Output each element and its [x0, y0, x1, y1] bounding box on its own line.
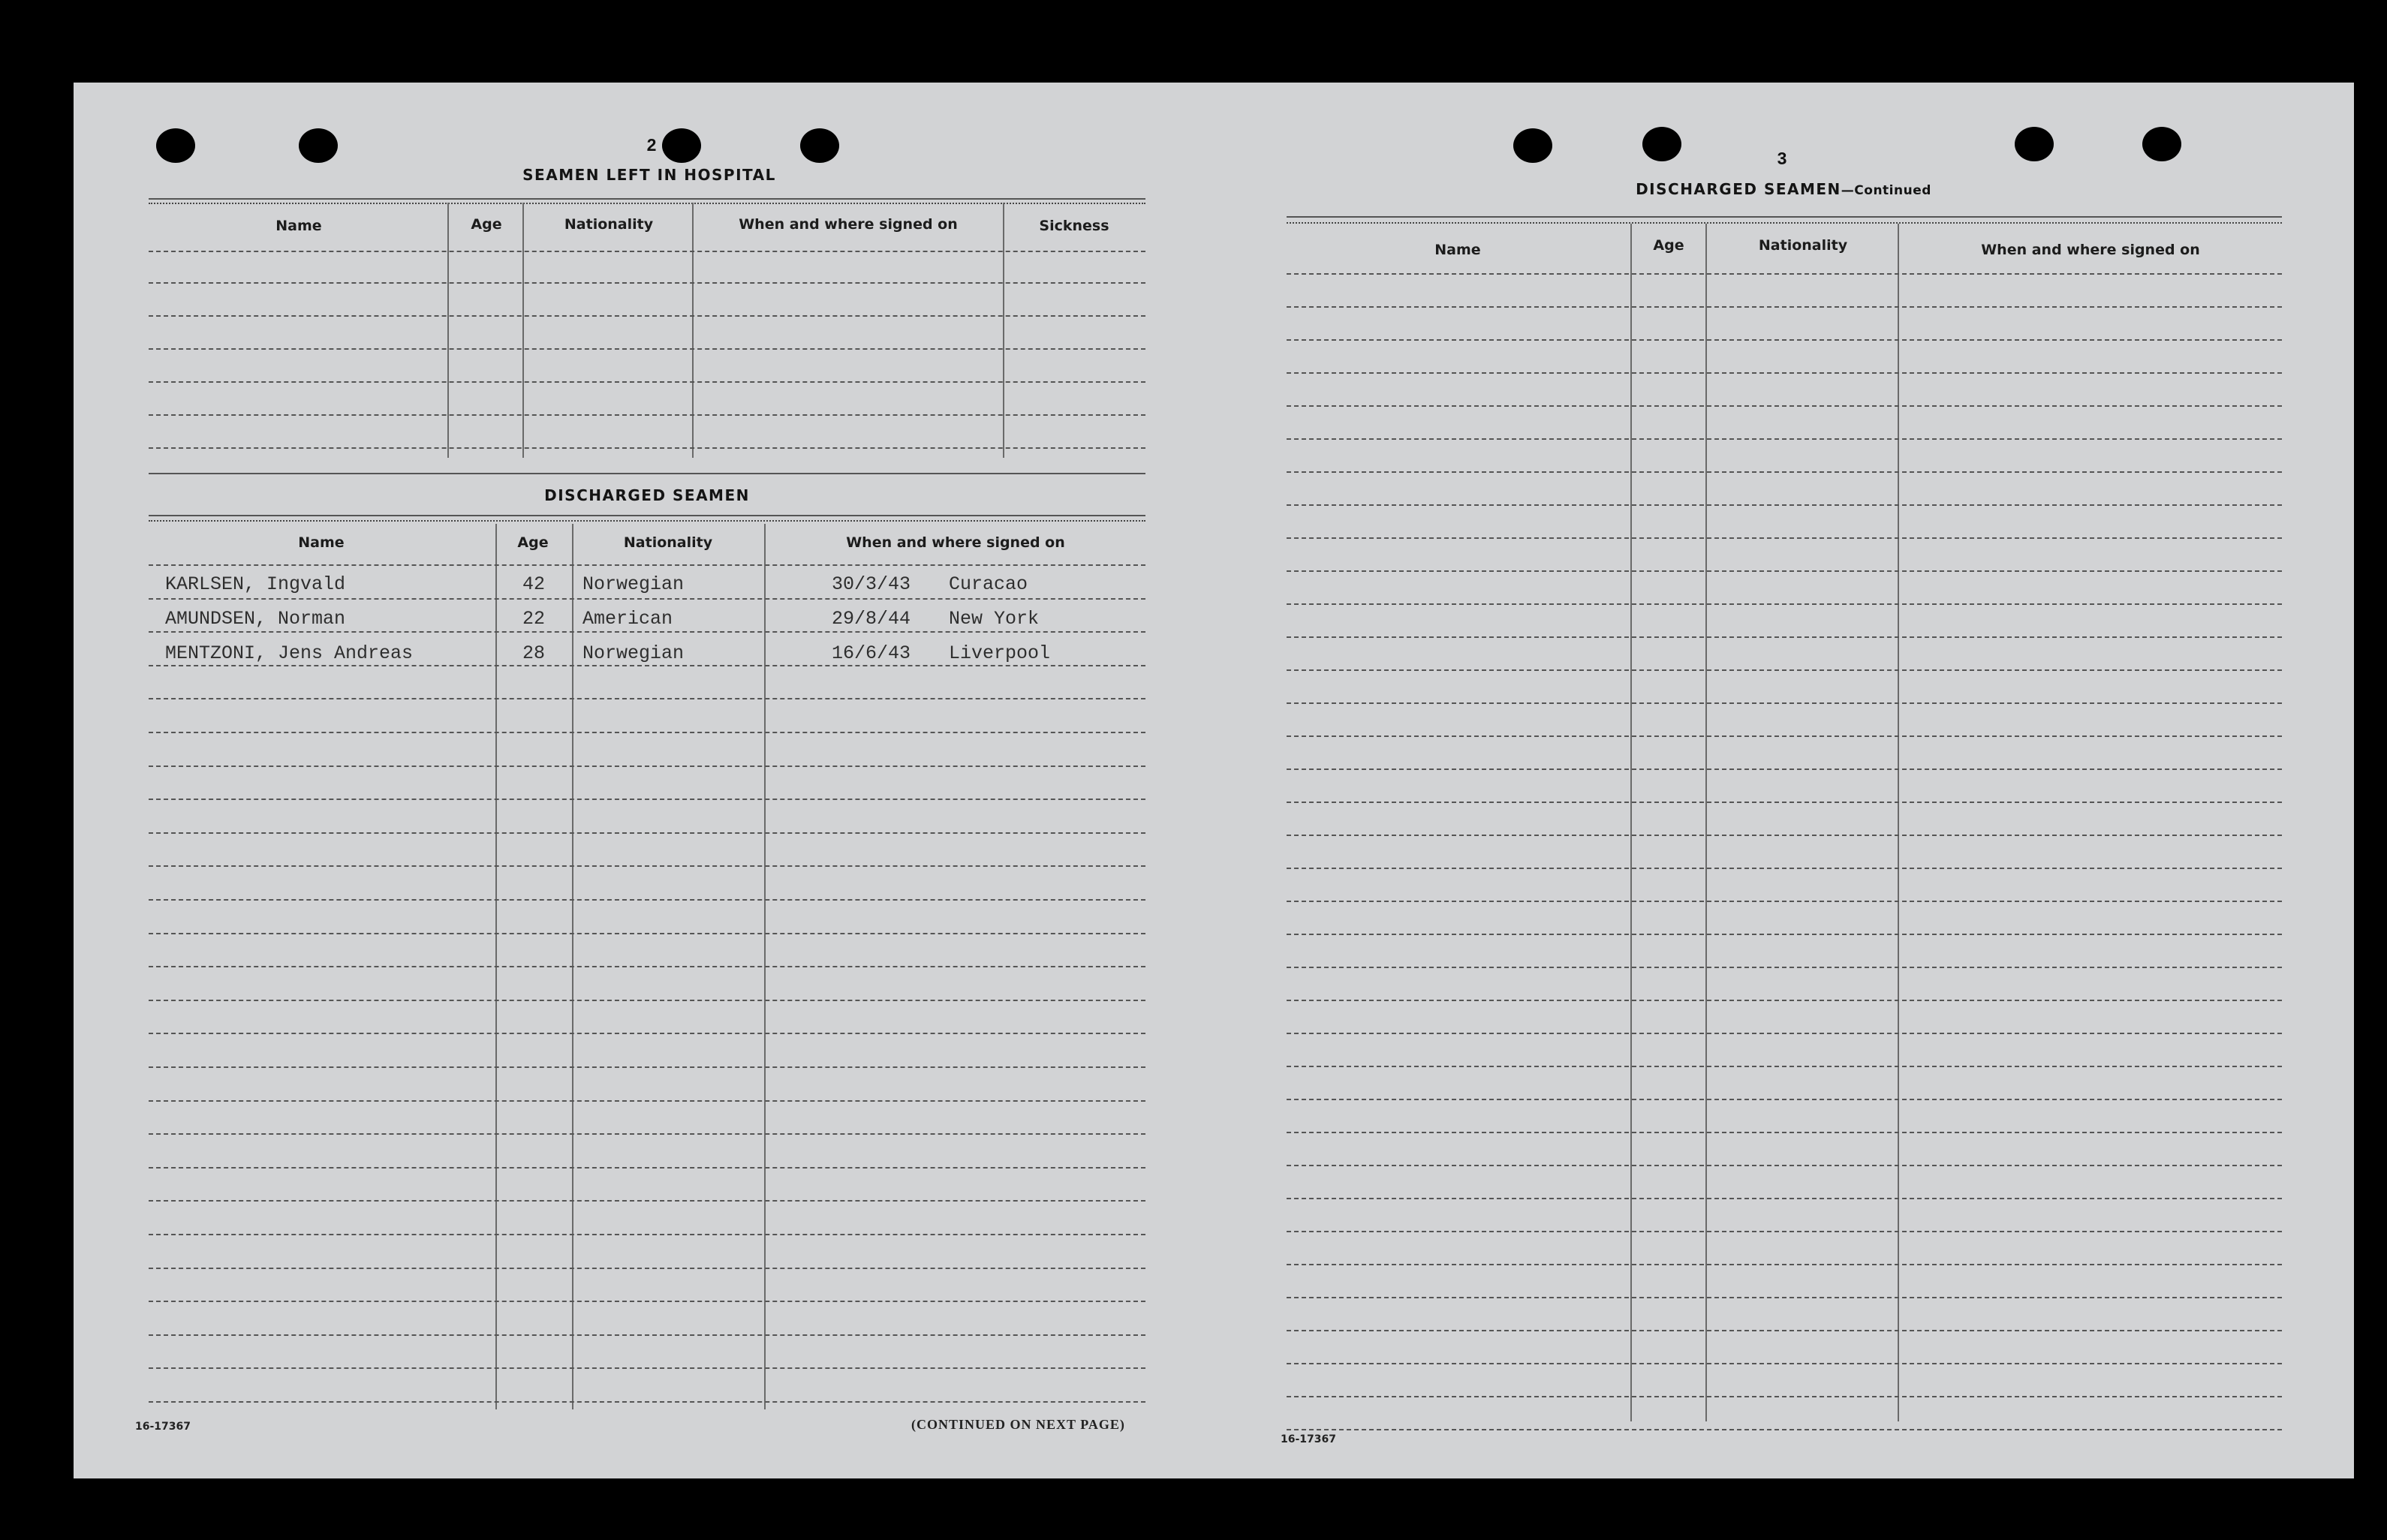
binder-hole — [1642, 127, 1681, 161]
hospital-header-signed-on: When and where signed on — [739, 216, 958, 233]
discharged-row-3-name: MENTZONI, Jens Andreas — [165, 642, 414, 664]
divider — [149, 198, 1145, 200]
binder-hole — [156, 128, 195, 163]
table-row-line — [1287, 1363, 2282, 1364]
table-row-line — [1287, 901, 2282, 902]
divider — [1287, 216, 2282, 218]
continued-header-nationality: Nationality — [1758, 237, 1848, 254]
table-row-line — [149, 865, 1145, 867]
discharged-row-3-place: Liverpool — [949, 642, 1051, 664]
binder-hole — [2015, 127, 2054, 161]
table-row-line — [1287, 1231, 2282, 1232]
table-row-line — [1287, 735, 2282, 737]
column-divider — [1898, 224, 1899, 1421]
discharged-row-2-date: 29/8/44 — [832, 608, 911, 630]
table-row-line — [1287, 471, 2282, 473]
table-row-line — [149, 1268, 1145, 1269]
table-row-line — [149, 765, 1145, 767]
continued-header-signed-on: When and where signed on — [1981, 242, 2200, 258]
divider — [149, 520, 1145, 522]
hospital-header-name: Name — [275, 218, 322, 234]
table-row-line — [149, 1200, 1145, 1202]
table-row-line — [149, 1167, 1145, 1169]
table-row-line — [1287, 1066, 2282, 1067]
table-row-line — [1287, 669, 2282, 671]
table-row-line — [1287, 636, 2282, 638]
binder-hole — [1513, 128, 1552, 163]
table-row-line — [149, 414, 1145, 416]
table-row-line — [149, 933, 1145, 934]
table-row-line — [149, 447, 1145, 449]
table-row-line — [149, 1234, 1145, 1235]
continued-note: (CONTINUED ON NEXT PAGE) — [911, 1417, 1125, 1432]
table-row-line — [149, 799, 1145, 800]
table-row-line — [1287, 603, 2282, 605]
table-row-line — [149, 348, 1145, 350]
hospital-table — [149, 203, 1145, 458]
table-row-line — [1287, 1198, 2282, 1199]
table-row-line — [149, 631, 1145, 633]
discharged-row-2-age: 22 — [522, 608, 546, 630]
hospital-header-nationality: Nationality — [564, 216, 654, 233]
table-row-line — [149, 698, 1145, 699]
table-row-line — [1287, 1033, 2282, 1034]
table-row-line — [1287, 835, 2282, 836]
divider — [149, 473, 1145, 474]
table-row-line — [1287, 934, 2282, 935]
right-title-suffix: —Continued — [1841, 183, 1931, 198]
column-divider — [522, 203, 524, 458]
hospital-header-sickness: Sickness — [1039, 218, 1109, 234]
discharged-row-3-nationality: Norwegian — [582, 642, 685, 664]
table-row-line — [1287, 967, 2282, 968]
table-row-line — [1287, 1429, 2282, 1430]
discharged-row-1-date: 30/3/43 — [832, 573, 911, 595]
table-row-line — [149, 665, 1145, 666]
table-row-line — [149, 1100, 1145, 1102]
right-page-title — [1287, 180, 2280, 198]
divider — [149, 515, 1145, 516]
table-row-line — [149, 251, 1145, 252]
discharged-header-age: Age — [517, 534, 549, 551]
table-row-line — [149, 282, 1145, 284]
column-divider — [692, 203, 694, 458]
table-row-line — [1287, 504, 2282, 506]
table-row-line — [1287, 768, 2282, 770]
table-row-line — [1287, 273, 2282, 275]
table-row-line — [1287, 339, 2282, 341]
table-row-line — [149, 1334, 1145, 1336]
table-row-line — [149, 732, 1145, 733]
table-row-line — [149, 1401, 1145, 1403]
table-row-line — [149, 315, 1145, 317]
table-row-line — [149, 1000, 1145, 1001]
column-divider — [447, 203, 449, 458]
column-divider — [1003, 203, 1004, 458]
table-row-line — [1287, 802, 2282, 803]
form-number-left: 16-17367 — [135, 1421, 191, 1433]
page-number-right: 3 — [1777, 149, 1787, 168]
table-row-line — [1287, 868, 2282, 869]
continued-header-name: Name — [1434, 242, 1481, 258]
hospital-header-age: Age — [471, 216, 502, 233]
table-row-line — [149, 1066, 1145, 1068]
table-row-line — [149, 381, 1145, 383]
table-row-line — [149, 966, 1145, 967]
page-number-left: 2 — [646, 135, 657, 155]
table-row-line — [1287, 1132, 2282, 1133]
table-row-line — [1287, 1396, 2282, 1397]
table-row-line — [1287, 570, 2282, 572]
discharged-row-1-name: KARLSEN, Ingvald — [165, 573, 346, 595]
binder-hole — [299, 128, 338, 163]
table-row-line — [149, 899, 1145, 901]
table-row-line — [149, 564, 1145, 566]
table-row-line — [1287, 1099, 2282, 1100]
discharged-title: DISCHARGED SEAMEN — [544, 486, 750, 504]
continued-header-age: Age — [1653, 237, 1684, 254]
table-row-line — [1287, 372, 2282, 374]
discharged-row-3-date: 16/6/43 — [832, 642, 911, 664]
table-row-line — [149, 1301, 1145, 1302]
table-row-line — [1287, 306, 2282, 308]
table-row-line — [149, 1367, 1145, 1369]
table-row-line — [149, 1133, 1145, 1135]
discharged-row-1-nationality: Norwegian — [582, 573, 685, 595]
form-number-right: 16-17367 — [1281, 1433, 1336, 1445]
continued-table — [1287, 224, 2282, 1421]
table-row-line — [149, 1033, 1145, 1034]
discharged-row-2-nationality: American — [582, 608, 673, 630]
table-row-line — [1287, 1264, 2282, 1265]
column-divider — [1630, 224, 1632, 1421]
discharged-row-3-age: 28 — [522, 642, 546, 664]
discharged-row-2-name: AMUNDSEN, Norman — [165, 608, 346, 630]
table-row-line — [1287, 1330, 2282, 1331]
table-row-line — [1287, 1297, 2282, 1298]
table-row-line — [1287, 702, 2282, 704]
binder-hole — [2142, 127, 2181, 161]
discharged-header-nationality: Nationality — [623, 534, 713, 551]
table-row-line — [1287, 438, 2282, 440]
binder-hole — [800, 128, 839, 163]
table-row-line — [149, 832, 1145, 834]
table-row-line — [149, 598, 1145, 600]
discharged-header-signed-on: When and where signed on — [846, 534, 1065, 551]
table-row-line — [1287, 1000, 2282, 1001]
discharged-row-1-place: Curacao — [949, 573, 1028, 595]
table-row-line — [1287, 537, 2282, 539]
discharged-row-2-place: New York — [949, 608, 1040, 630]
table-row-line — [1287, 405, 2282, 407]
column-divider — [1705, 224, 1707, 1421]
hospital-title: SEAMEN LEFT IN HOSPITAL — [522, 166, 776, 184]
discharged-row-1-age: 42 — [522, 573, 546, 595]
table-row-line — [1287, 1165, 2282, 1166]
right-title-main: DISCHARGED SEAMEN — [1636, 180, 1841, 198]
discharged-header-name: Name — [298, 534, 345, 551]
